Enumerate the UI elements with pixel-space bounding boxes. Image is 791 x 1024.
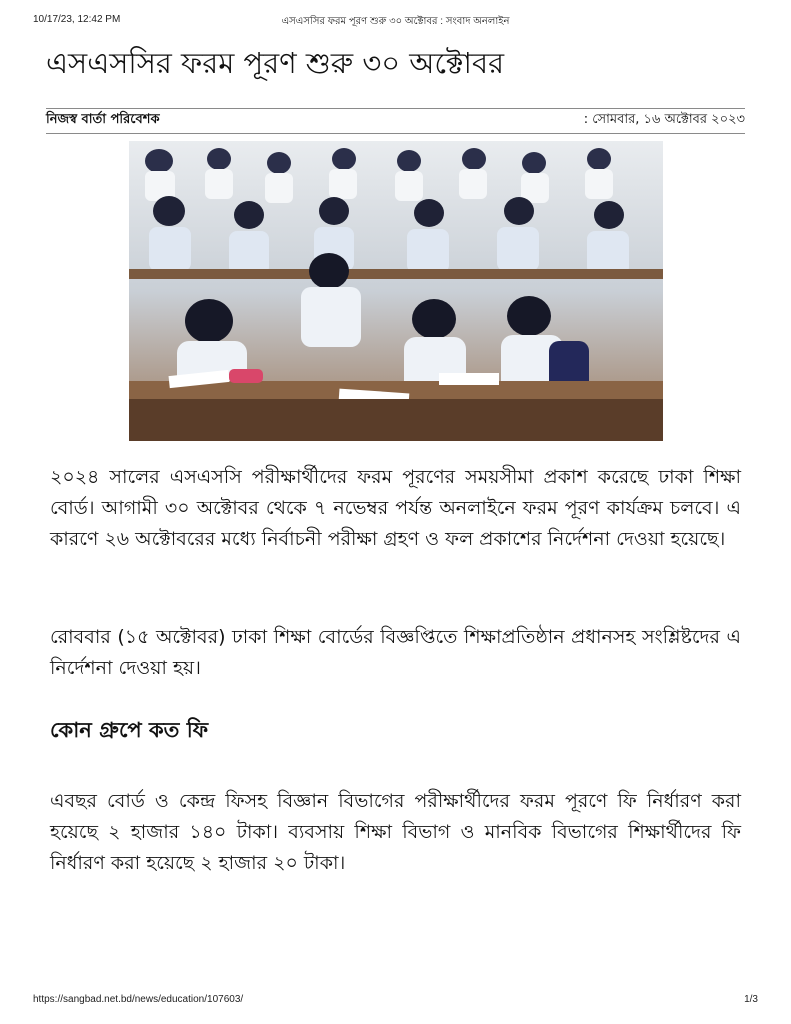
exam-hall-photo-illustration xyxy=(129,141,663,441)
print-page-title: এসএসসির ফরম পূরণ শুরু ৩০ অক্টোবর : সংবাদ অনলাইন xyxy=(281,16,510,27)
byline-row xyxy=(46,108,745,134)
article-paragraph-2: রোববার (১৫ অক্টোবর) ঢাকা শিক্ষা বোর্ডের বিজ্ঞপ্তিতে শিক্ষাপ্রতিষ্ঠান প্রধানসহ সংশ্লিষ্টদের এ নির্দেশনা দেওয়া হয়। xyxy=(50,626,741,679)
article-author: নিজস্ব বার্তা পরিবেশক xyxy=(46,112,160,127)
article-paragraph-1: ২০২৪ সালের এসএসসি পরীক্ষার্থীদের ফরম পূরণের সময়সীমা প্রকাশ করেছে ঢাকা শিক্ষা বোর্ড। আগামী ৩০ অক্টোবর থেকে ৭ নভেম্বর পর্যন্ত অনলাইনে ফরম পূরণ কার্যক্রম চলবে। এ কারণে ২৬ অক্টোবরের মধ্যে নির্বাচনী পরীক্ষা গ্রহণ ও ফল প্রকাশের নির্দেশনা দেওয়া হয়েছে। xyxy=(50,466,741,550)
print-header xyxy=(33,14,758,28)
article-subheading: কোন গ্রুপে কত ফি xyxy=(50,718,209,742)
article-photo xyxy=(129,141,663,441)
print-footer xyxy=(33,994,758,1008)
article-date: : সোমবার, ১৬ অক্টোবর ২০২৩ xyxy=(583,112,745,127)
article-headline: এসএসসির ফরম পূরণ শুরু ৩০ অক্টোবর xyxy=(46,46,505,80)
print-url: https://sangbad.net.bd/news/education/107603/ xyxy=(33,994,244,1005)
print-page-number: 1/3 xyxy=(744,994,758,1005)
article-paragraph-fees: এবছর বোর্ড ও কেন্দ্র ফিসহ বিজ্ঞান বিভাগের পরীক্ষার্থীদের ফরম পূরণে ফি নির্ধারণ করা হয়েছে ২ হাজার ১৪০ টাকা। ব্যবসায় শিক্ষা বিভাগ ও মানবিক বিভাগের শিক্ষার্থীদের ফি নির্ধারণ করা হয়েছে ২ হাজার ২০ টাকা। xyxy=(50,790,741,874)
print-timestamp: 10/17/23, 12:42 PM xyxy=(33,14,121,25)
